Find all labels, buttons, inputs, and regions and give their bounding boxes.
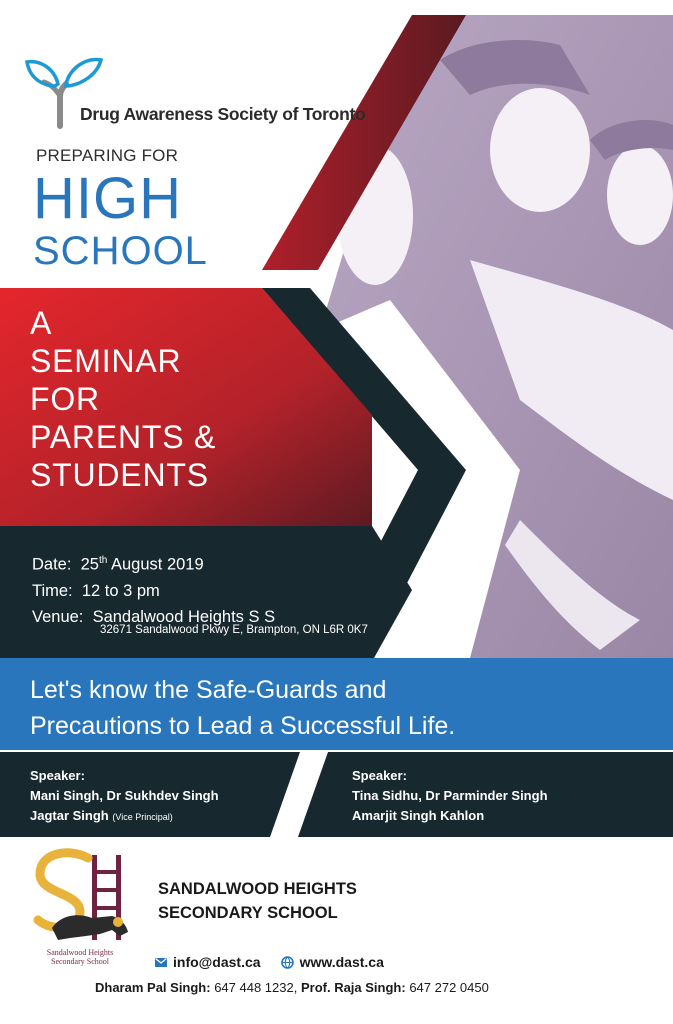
phone-contacts — [95, 980, 489, 995]
speakers-left — [30, 766, 219, 827]
speakers-right — [352, 766, 548, 826]
seminar-line: FOR — [30, 381, 100, 417]
contact2-name: Prof. Raja Singh: — [300, 980, 406, 995]
seminar-line: STUDENTS — [30, 457, 209, 493]
date-suffix: th — [98, 555, 108, 566]
contact1-name: Dharam Pal Singh: — [95, 980, 211, 995]
headline-high: HIGH — [33, 166, 182, 231]
time-label: Time: — [32, 581, 73, 600]
contact1-phone[interactable]: 647 448 1232, — [214, 980, 298, 995]
school-name-line: SANDALWOOD HEIGHTS — [158, 880, 357, 898]
venue-address: 32671 Sandalwood Pkwy E, Brampton, ON L6R 0K7 — [100, 624, 368, 636]
event-date — [32, 548, 275, 578]
event-details — [32, 548, 275, 630]
event-time — [32, 578, 275, 604]
speakers-line — [30, 806, 219, 827]
speaker-name: Jagtar Singh — [30, 808, 109, 823]
headline-preparing: PREPARING FOR — [36, 146, 179, 165]
crest-caption — [30, 948, 130, 966]
venue-value: Sandalwood Heights S S — [92, 607, 276, 626]
crest-caption-line: Sandalwood Heights — [46, 948, 114, 957]
email-link[interactable]: info@dast.ca — [173, 954, 261, 970]
envelope-icon — [155, 958, 167, 967]
date-rest: August 2019 — [111, 555, 204, 574]
headline-school: SCHOOL — [33, 229, 208, 273]
organization-name: Drug Awareness Society of Toronto — [80, 104, 366, 124]
globe-icon — [281, 956, 294, 969]
speakers-line: Amarjit Singh Kahlon — [352, 808, 485, 823]
seminar-line: A — [30, 305, 53, 341]
contact-row — [155, 954, 384, 970]
speakers-line: Mani Singh, Dr Sukhdev Singh — [30, 788, 219, 803]
school-name-line: SECONDARY SCHOOL — [158, 904, 338, 922]
time-value: 12 to 3 pm — [81, 581, 160, 600]
venue-label: Venue: — [32, 607, 84, 626]
tagline-line: Precautions to Lead a Successful Life. — [30, 712, 456, 740]
seminar-line: PARENTS & — [30, 419, 217, 455]
date-day: 25 — [80, 555, 99, 574]
host-school-name — [158, 877, 357, 925]
seminar-title — [30, 304, 216, 494]
website-link[interactable]: www.dast.ca — [299, 954, 384, 970]
date-label: Date: — [32, 555, 72, 574]
tagline — [30, 672, 455, 744]
speakers-line: Tina Sidhu, Dr Parminder Singh — [352, 788, 548, 803]
sh-school-crest-icon — [38, 853, 128, 940]
speakers-heading: Speaker: — [30, 768, 85, 783]
tagline-line: Let's know the Safe-Guards and — [30, 676, 387, 704]
seminar-line: SEMINAR — [30, 343, 182, 379]
contact2-phone[interactable]: 647 272 0450 — [409, 980, 489, 995]
speaker-role-note: (Vice Principal) — [112, 812, 173, 822]
crest-caption-line: Secondary School — [51, 957, 109, 966]
speakers-heading: Speaker: — [352, 768, 407, 783]
